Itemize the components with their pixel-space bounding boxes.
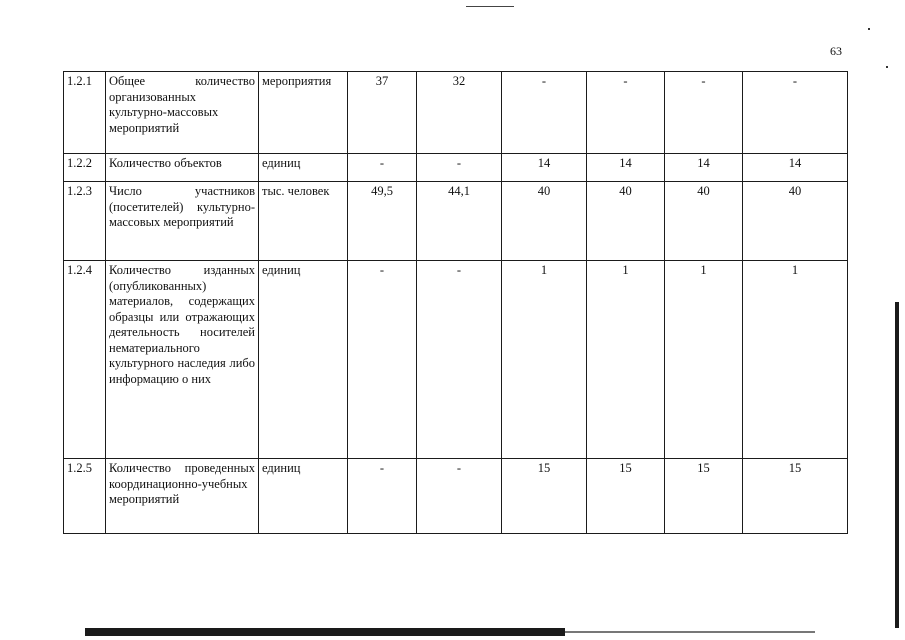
- value-cell: -: [417, 261, 502, 459]
- value-cell: 1: [743, 261, 848, 459]
- scan-speck: [886, 66, 888, 68]
- row-name: Число участников (посетителей) культурно-массовых мероприятий: [106, 182, 259, 261]
- value-cell: -: [348, 261, 417, 459]
- scan-bottom-line: [565, 631, 815, 633]
- value-cell: -: [417, 459, 502, 534]
- value-cell: -: [743, 72, 848, 154]
- value-cell: -: [502, 72, 587, 154]
- row-unit: единиц: [259, 261, 348, 459]
- row-unit: тыс. человек: [259, 182, 348, 261]
- value-cell: 14: [502, 154, 587, 182]
- value-cell: 14: [665, 154, 743, 182]
- table-row: [64, 154, 848, 182]
- row-code: 1.2.5: [64, 459, 106, 534]
- value-cell: 1: [665, 261, 743, 459]
- row-name: Общее количество организованных культурно-массовых мероприятий: [106, 72, 259, 154]
- value-cell: 37: [348, 72, 417, 154]
- row-name: Количество объектов: [106, 154, 259, 182]
- value-cell: 15: [502, 459, 587, 534]
- value-cell: 15: [665, 459, 743, 534]
- scan-edge-bar: [895, 302, 899, 628]
- value-cell: 40: [665, 182, 743, 261]
- top-rule: [466, 6, 514, 7]
- value-cell: 14: [743, 154, 848, 182]
- value-cell: 40: [587, 182, 665, 261]
- value-cell: -: [665, 72, 743, 154]
- value-cell: 44,1: [417, 182, 502, 261]
- value-cell: 15: [743, 459, 848, 534]
- value-cell: 40: [743, 182, 848, 261]
- row-unit: единиц: [259, 154, 348, 182]
- row-code: 1.2.4: [64, 261, 106, 459]
- value-cell: -: [587, 72, 665, 154]
- table-row: [64, 182, 848, 261]
- value-cell: -: [417, 154, 502, 182]
- value-cell: 1: [502, 261, 587, 459]
- row-code: 1.2.3: [64, 182, 106, 261]
- row-unit: мероприятия: [259, 72, 348, 154]
- row-unit: единиц: [259, 459, 348, 534]
- indicators-table: [63, 71, 848, 534]
- value-cell: 14: [587, 154, 665, 182]
- scan-speck: [868, 28, 870, 30]
- row-name: Количество изданных (опубликованных) материалов, содержащих образцы или отражающих деятельность носителей нематериального культурного наследия либо информацию о них: [106, 261, 259, 459]
- table-row: [64, 459, 848, 534]
- row-name: Количество проведенных координационно-учебных мероприятий: [106, 459, 259, 534]
- value-cell: -: [348, 154, 417, 182]
- table-row: [64, 72, 848, 154]
- page-number: 63: [830, 44, 842, 58]
- value-cell: 40: [502, 182, 587, 261]
- value-cell: 1: [587, 261, 665, 459]
- value-cell: 15: [587, 459, 665, 534]
- value-cell: 49,5: [348, 182, 417, 261]
- value-cell: 32: [417, 72, 502, 154]
- scan-bottom-bar: [85, 628, 565, 636]
- value-cell: -: [348, 459, 417, 534]
- row-code: 1.2.1: [64, 72, 106, 154]
- row-code: 1.2.2: [64, 154, 106, 182]
- table-row: [64, 261, 848, 459]
